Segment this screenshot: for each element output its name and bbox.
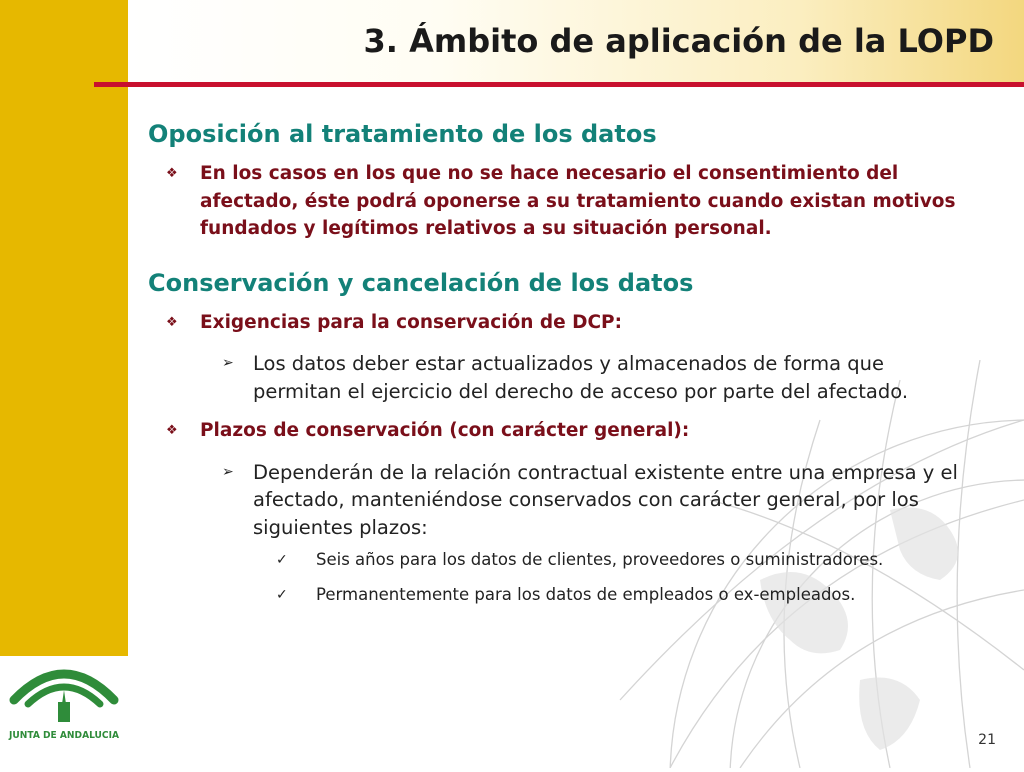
slide-content bbox=[148, 118, 968, 606]
slide-title: 3. Ámbito de aplicación de la LOPD bbox=[363, 22, 994, 60]
slide-header bbox=[128, 0, 1024, 82]
arrow-bullet-icon: ➢ bbox=[222, 463, 234, 480]
title-divider bbox=[94, 82, 1024, 87]
sub-bullet-item bbox=[148, 350, 968, 405]
junta-de-andalucia-logo bbox=[0, 656, 128, 768]
check-item bbox=[148, 584, 968, 607]
bullet-text: En los casos en los que no se hace necesario el consentimiento del afectado, éste podrá oponerse a su tratamiento cuando existan motivos fundados y legítimos relativos a su situación personal. bbox=[200, 163, 956, 239]
check-bullet-icon: ✓ bbox=[276, 552, 288, 568]
arrow-bullet-icon: ➢ bbox=[222, 355, 234, 371]
sub-bullet-text: Dependerán de la relación contractual existente entre una empresa y el afectado, manteniéndose conservados con carácter general, por los siguientes plazos: bbox=[253, 460, 958, 539]
sub-bullet-item bbox=[148, 459, 968, 542]
page-number: 21 bbox=[978, 732, 996, 748]
diamond-bullet-icon: ❖ bbox=[166, 166, 178, 181]
bullet-item bbox=[148, 417, 968, 445]
logo-text: JUNTA DE ANDALUCIA bbox=[8, 730, 120, 741]
section-heading-oposicion: Oposición al tratamiento de los datos bbox=[148, 120, 657, 148]
bullet-item bbox=[148, 309, 968, 337]
bullet-text: Exigencias para la conservación de DCP: bbox=[200, 311, 622, 333]
left-color-band bbox=[0, 0, 128, 656]
sub-bullet-text: Los datos deber estar actualizados y almacenados de forma que permitan el ejercicio del derecho de acceso por parte del afectado. bbox=[253, 352, 909, 403]
diamond-bullet-icon: ❖ bbox=[166, 423, 178, 438]
check-bullet-icon: ✓ bbox=[276, 586, 288, 603]
section-heading-conservacion: Conservación y cancelación de los datos bbox=[148, 268, 694, 297]
bullet-text: Plazos de conservación (con carácter general): bbox=[200, 420, 690, 441]
check-item-text: Seis años para los datos de clientes, proveedores o suministradores. bbox=[316, 550, 884, 569]
check-item bbox=[148, 549, 968, 572]
diamond-bullet-icon: ❖ bbox=[166, 314, 178, 330]
bullet-item bbox=[148, 160, 968, 243]
logo-area bbox=[0, 656, 128, 768]
check-item-text: Permanentemente para los datos de empleados o ex-empleados. bbox=[316, 584, 856, 604]
